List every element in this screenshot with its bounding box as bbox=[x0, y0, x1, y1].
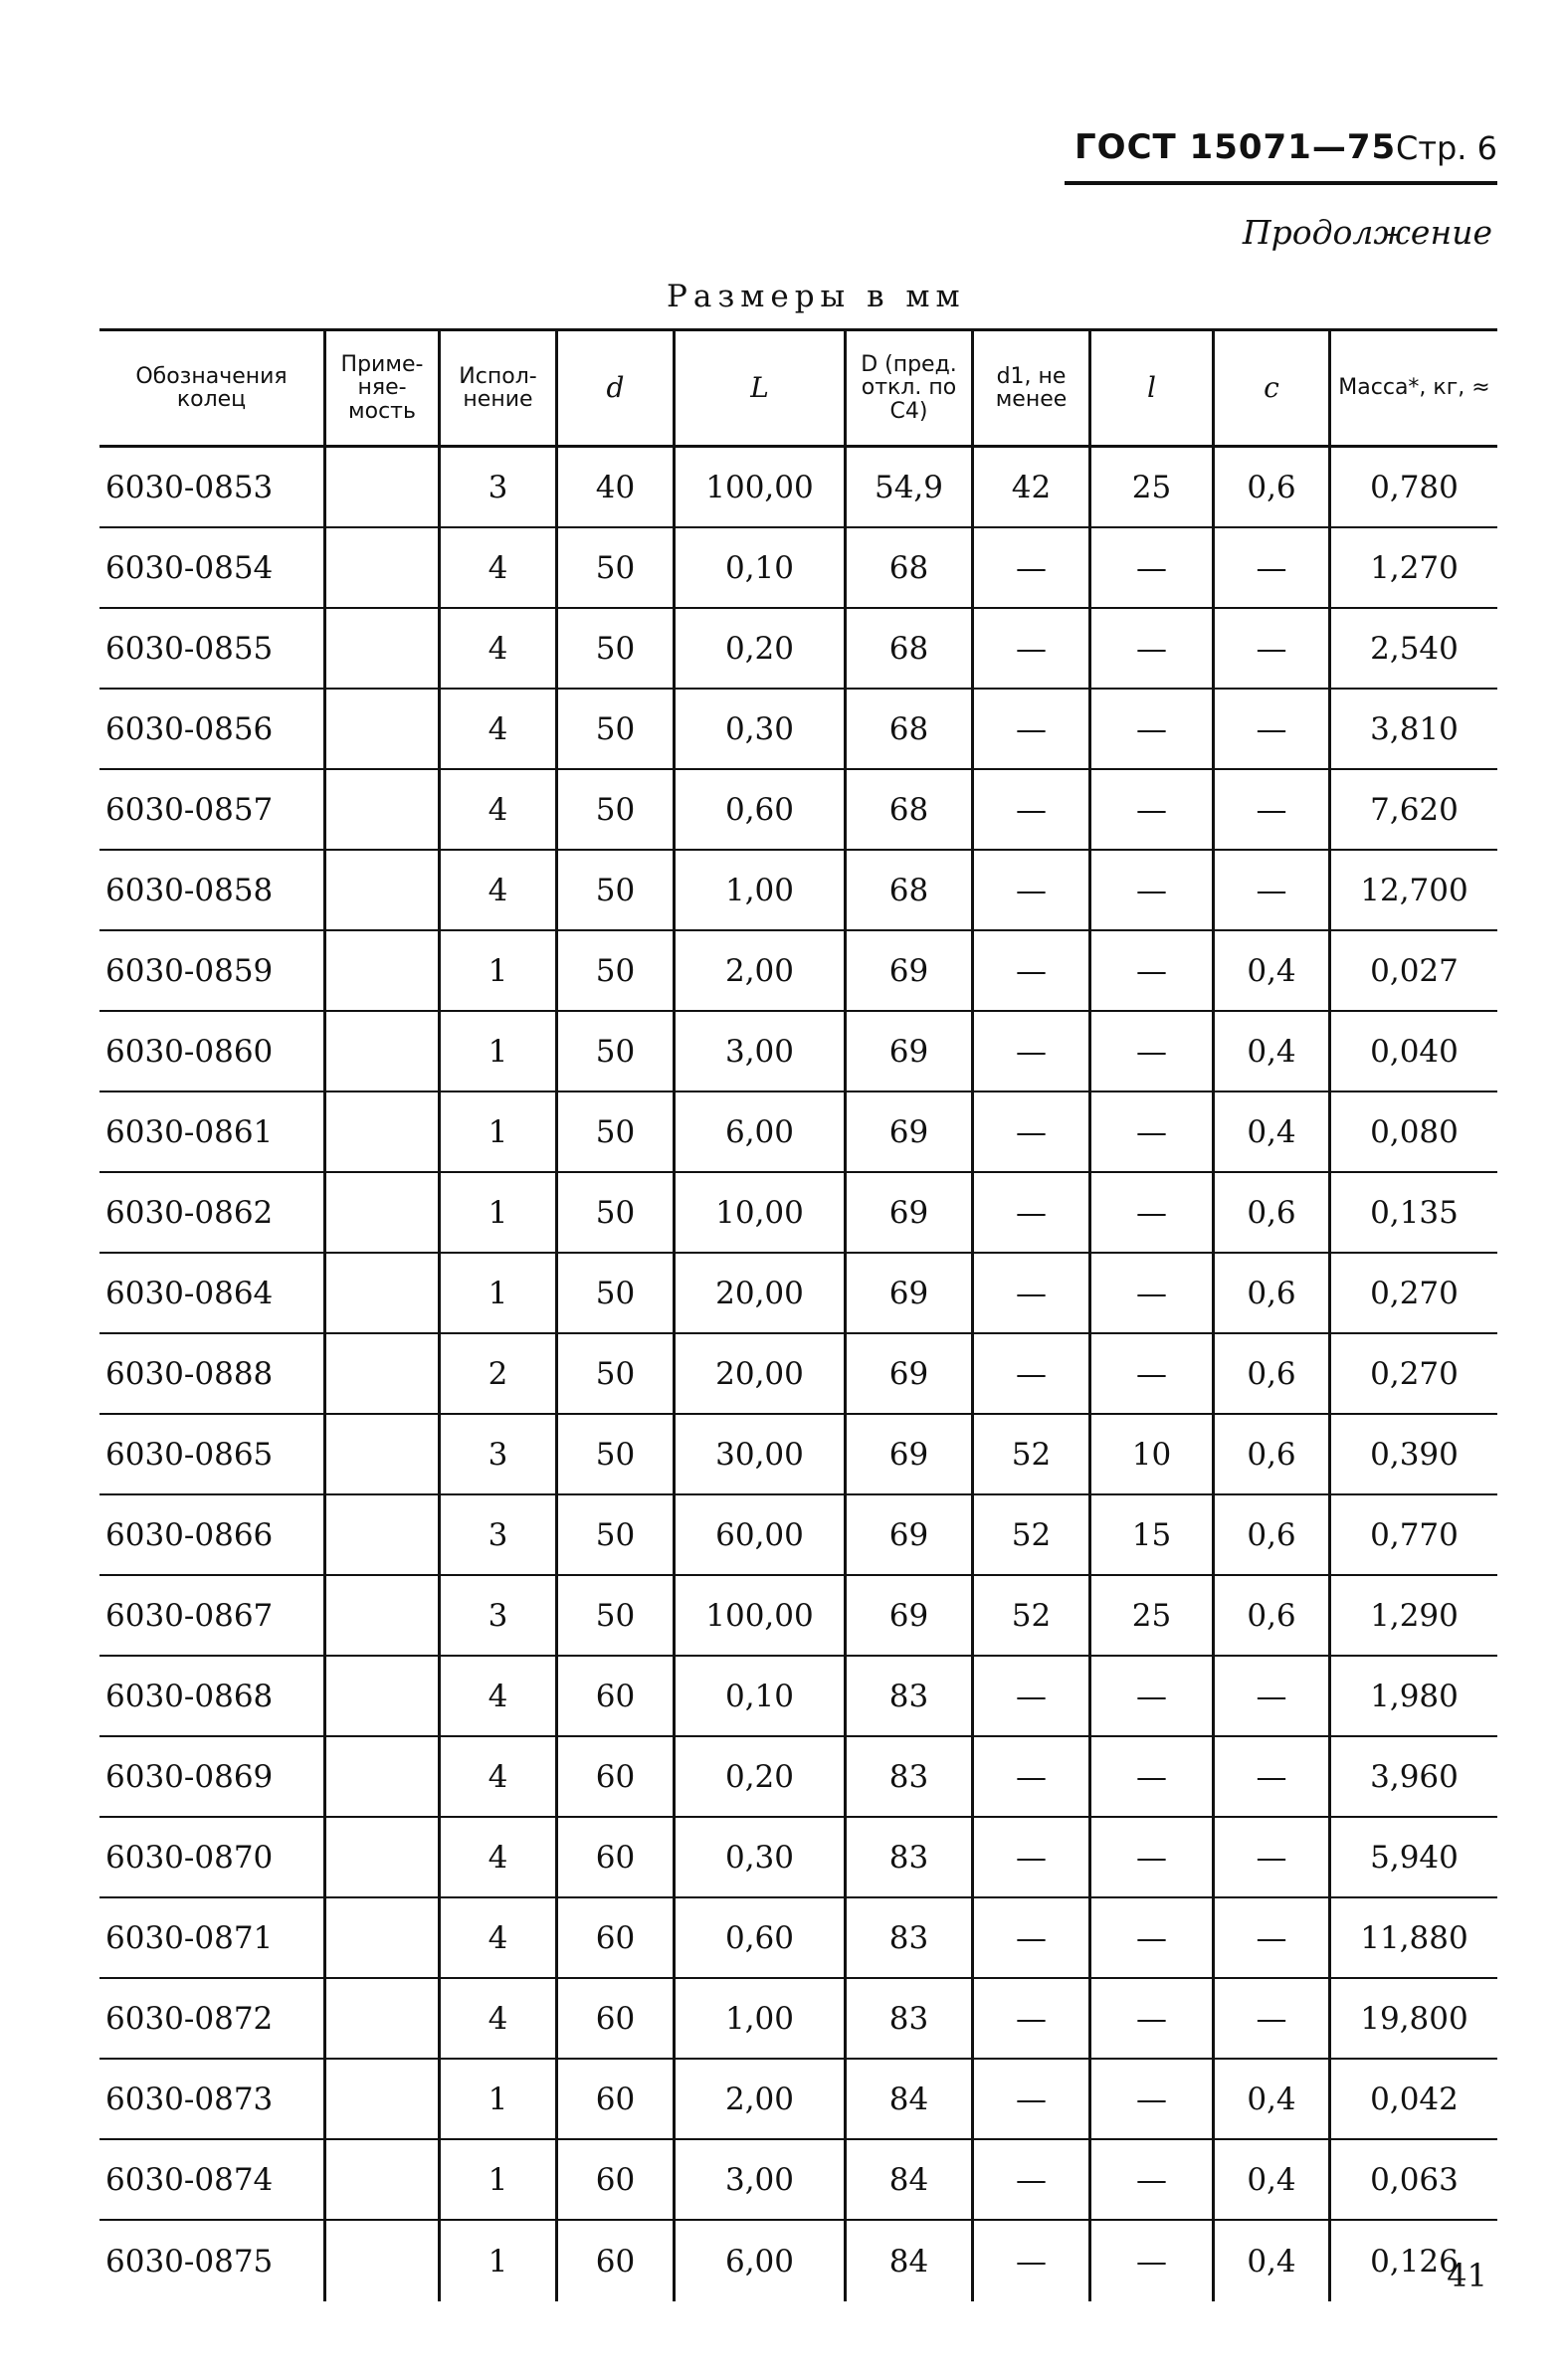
table-row bbox=[99, 528, 1497, 609]
l-length-cell: 3,00 bbox=[673, 1012, 844, 1092]
d1-value-cell: — bbox=[971, 609, 1088, 690]
d-value-cell: 50 bbox=[555, 1092, 673, 1173]
mass-value-cell: 3,810 bbox=[1328, 690, 1497, 770]
c-value-cell: 0,4 bbox=[1212, 2221, 1328, 2301]
l-value-cell: — bbox=[1088, 1173, 1212, 1254]
d-diameter-cell: 68 bbox=[844, 770, 971, 851]
l-length-cell: 1,00 bbox=[673, 1979, 844, 2060]
c-value-cell: 0,6 bbox=[1212, 448, 1328, 528]
applicability-cell bbox=[323, 2060, 438, 2140]
ring-designation-cell: 6030-0858 bbox=[99, 851, 323, 931]
d-value-cell: 50 bbox=[555, 609, 673, 690]
ring-designation-cell: 6030-0870 bbox=[99, 1818, 323, 1898]
d-value-cell: 50 bbox=[555, 1173, 673, 1254]
mass-value-cell: 5,940 bbox=[1328, 1818, 1497, 1898]
table-row bbox=[99, 609, 1497, 690]
ring-designation-cell: 6030-0855 bbox=[99, 609, 323, 690]
version-cell: 4 bbox=[438, 1657, 555, 1737]
applicability-cell bbox=[323, 931, 438, 1012]
c-value-cell: — bbox=[1212, 770, 1328, 851]
l-value-cell: — bbox=[1088, 2060, 1212, 2140]
l-value-cell: — bbox=[1088, 931, 1212, 1012]
ring-designation-cell: 6030-0868 bbox=[99, 1657, 323, 1737]
l-value-cell: — bbox=[1088, 1092, 1212, 1173]
l-value-cell: — bbox=[1088, 851, 1212, 931]
l-length-cell: 0,30 bbox=[673, 1818, 844, 1898]
applicability-cell bbox=[323, 2140, 438, 2221]
applicability-cell bbox=[323, 1415, 438, 1495]
d-value-cell: 50 bbox=[555, 1334, 673, 1415]
l-length-cell: 100,00 bbox=[673, 1576, 844, 1657]
ring-designation-cell: 6030-0874 bbox=[99, 2140, 323, 2221]
l-length-cell: 30,00 bbox=[673, 1415, 844, 1495]
continued-label: Продолжение bbox=[1242, 213, 1492, 252]
table-row bbox=[99, 2060, 1497, 2140]
d-diameter-cell: 83 bbox=[844, 1898, 971, 1979]
l-value-cell: — bbox=[1088, 770, 1212, 851]
version-cell: 1 bbox=[438, 2221, 555, 2301]
l-length-cell: 100,00 bbox=[673, 448, 844, 528]
column-header: L bbox=[673, 331, 844, 445]
l-length-cell: 0,10 bbox=[673, 1657, 844, 1737]
table-header bbox=[99, 331, 1497, 448]
d-diameter-cell: 83 bbox=[844, 1979, 971, 2060]
version-cell: 4 bbox=[438, 851, 555, 931]
l-value-cell: — bbox=[1088, 1254, 1212, 1334]
table-row bbox=[99, 690, 1497, 770]
d-value-cell: 50 bbox=[555, 528, 673, 609]
l-value-cell: — bbox=[1088, 1737, 1212, 1818]
l-value-cell: — bbox=[1088, 1818, 1212, 1898]
applicability-cell bbox=[323, 1254, 438, 1334]
d-value-cell: 50 bbox=[555, 931, 673, 1012]
ring-designation-cell: 6030-0869 bbox=[99, 1737, 323, 1818]
applicability-cell bbox=[323, 1012, 438, 1092]
c-value-cell: — bbox=[1212, 609, 1328, 690]
c-value-cell: 0,6 bbox=[1212, 1254, 1328, 1334]
d-value-cell: 60 bbox=[555, 2060, 673, 2140]
applicability-cell bbox=[323, 609, 438, 690]
applicability-cell bbox=[323, 851, 438, 931]
d1-value-cell: 52 bbox=[971, 1495, 1088, 1576]
l-value-cell: — bbox=[1088, 690, 1212, 770]
l-value-cell: 15 bbox=[1088, 1495, 1212, 1576]
d-diameter-cell: 84 bbox=[844, 2221, 971, 2301]
applicability-cell bbox=[323, 1818, 438, 1898]
d1-value-cell: — bbox=[971, 1657, 1088, 1737]
d1-value-cell: — bbox=[971, 2060, 1088, 2140]
version-cell: 1 bbox=[438, 2060, 555, 2140]
l-value-cell: — bbox=[1088, 1898, 1212, 1979]
mass-value-cell: 0,040 bbox=[1328, 1012, 1497, 1092]
d-diameter-cell: 69 bbox=[844, 1092, 971, 1173]
applicability-cell bbox=[323, 1334, 438, 1415]
l-length-cell: 60,00 bbox=[673, 1495, 844, 1576]
mass-value-cell: 0,770 bbox=[1328, 1495, 1497, 1576]
version-cell: 4 bbox=[438, 528, 555, 609]
ring-designation-cell: 6030-0854 bbox=[99, 528, 323, 609]
column-header: Испол-нение bbox=[438, 331, 555, 445]
applicability-cell bbox=[323, 1737, 438, 1818]
d-diameter-cell: 84 bbox=[844, 2060, 971, 2140]
mass-value-cell: 0,080 bbox=[1328, 1092, 1497, 1173]
ring-designation-cell: 6030-0857 bbox=[99, 770, 323, 851]
mass-value-cell: 0,027 bbox=[1328, 931, 1497, 1012]
applicability-cell bbox=[323, 690, 438, 770]
l-length-cell: 0,10 bbox=[673, 528, 844, 609]
page-header bbox=[1065, 123, 1497, 185]
mass-value-cell: 0,270 bbox=[1328, 1254, 1497, 1334]
applicability-cell bbox=[323, 448, 438, 528]
l-value-cell: 25 bbox=[1088, 1576, 1212, 1657]
c-value-cell: — bbox=[1212, 1737, 1328, 1818]
version-cell: 3 bbox=[438, 1576, 555, 1657]
c-value-cell: 0,4 bbox=[1212, 2140, 1328, 2221]
ring-designation-cell: 6030-0873 bbox=[99, 2060, 323, 2140]
d1-value-cell: — bbox=[971, 1979, 1088, 2060]
mass-value-cell: 3,960 bbox=[1328, 1737, 1497, 1818]
version-cell: 2 bbox=[438, 1334, 555, 1415]
ring-designation-cell: 6030-0888 bbox=[99, 1334, 323, 1415]
d1-value-cell: 42 bbox=[971, 448, 1088, 528]
version-cell: 1 bbox=[438, 1092, 555, 1173]
column-header: Обозначения колец bbox=[135, 363, 288, 412]
d-diameter-cell: 54,9 bbox=[844, 448, 971, 528]
version-cell: 3 bbox=[438, 1415, 555, 1495]
d-diameter-cell: 69 bbox=[844, 1334, 971, 1415]
l-length-cell: 6,00 bbox=[673, 1092, 844, 1173]
table-row bbox=[99, 1818, 1497, 1898]
version-cell: 1 bbox=[438, 931, 555, 1012]
table-row bbox=[99, 1657, 1497, 1737]
c-value-cell: — bbox=[1212, 1818, 1328, 1898]
table-row bbox=[99, 2221, 1497, 2301]
table-row bbox=[99, 1173, 1497, 1254]
l-value-cell: — bbox=[1088, 1657, 1212, 1737]
l-length-cell: 20,00 bbox=[673, 1254, 844, 1334]
version-cell: 1 bbox=[438, 2140, 555, 2221]
units-caption: Размеры в мм bbox=[667, 279, 966, 314]
d-value-cell: 50 bbox=[555, 1415, 673, 1495]
mass-value-cell: 0,063 bbox=[1328, 2140, 1497, 2221]
c-value-cell: — bbox=[1212, 528, 1328, 609]
version-cell: 4 bbox=[438, 1898, 555, 1979]
table-row bbox=[99, 1576, 1497, 1657]
c-value-cell: — bbox=[1212, 1657, 1328, 1737]
ring-designation-cell: 6030-0859 bbox=[99, 931, 323, 1012]
table-row bbox=[99, 1737, 1497, 1818]
l-length-cell: 0,60 bbox=[673, 770, 844, 851]
table-row bbox=[99, 1254, 1497, 1334]
d-value-cell: 60 bbox=[555, 1818, 673, 1898]
d1-value-cell: 52 bbox=[971, 1415, 1088, 1495]
version-cell: 4 bbox=[438, 690, 555, 770]
table-row bbox=[99, 2140, 1497, 2221]
d-value-cell: 60 bbox=[555, 1657, 673, 1737]
column-header: d bbox=[555, 331, 673, 445]
d-value-cell: 50 bbox=[555, 690, 673, 770]
table-row bbox=[99, 448, 1497, 528]
table-row bbox=[99, 1495, 1497, 1576]
d-value-cell: 50 bbox=[555, 770, 673, 851]
l-value-cell: — bbox=[1088, 1012, 1212, 1092]
column-header: c bbox=[1212, 331, 1328, 445]
d1-value-cell: — bbox=[971, 1254, 1088, 1334]
l-length-cell: 0,60 bbox=[673, 1898, 844, 1979]
d1-value-cell: — bbox=[971, 690, 1088, 770]
d1-value-cell: — bbox=[971, 1818, 1088, 1898]
c-value-cell: 0,6 bbox=[1212, 1334, 1328, 1415]
table-row bbox=[99, 931, 1497, 1012]
l-length-cell: 10,00 bbox=[673, 1173, 844, 1254]
ring-designation-cell: 6030-0860 bbox=[99, 1012, 323, 1092]
mass-value-cell: 0,780 bbox=[1328, 448, 1497, 528]
d-value-cell: 60 bbox=[555, 2221, 673, 2301]
d-diameter-cell: 68 bbox=[844, 528, 971, 609]
column-header: Масса*, кг, ≈ bbox=[1328, 331, 1497, 445]
d1-value-cell: — bbox=[971, 2140, 1088, 2221]
version-cell: 4 bbox=[438, 609, 555, 690]
c-value-cell: 0,4 bbox=[1212, 2060, 1328, 2140]
version-cell: 3 bbox=[438, 1495, 555, 1576]
d-diameter-cell: 68 bbox=[844, 609, 971, 690]
ring-designation-cell: 6030-0865 bbox=[99, 1415, 323, 1495]
c-value-cell: — bbox=[1212, 1979, 1328, 2060]
applicability-cell bbox=[323, 1092, 438, 1173]
d-diameter-cell: 69 bbox=[844, 1576, 971, 1657]
d-value-cell: 60 bbox=[555, 1898, 673, 1979]
page-number: 41 bbox=[1447, 2257, 1487, 2294]
d-diameter-cell: 83 bbox=[844, 1737, 971, 1818]
d1-value-cell: 52 bbox=[971, 1576, 1088, 1657]
version-cell: 1 bbox=[438, 1254, 555, 1334]
column-header: Приме-няе-мость bbox=[323, 331, 438, 445]
version-cell: 4 bbox=[438, 1818, 555, 1898]
table-row bbox=[99, 851, 1497, 931]
applicability-cell bbox=[323, 1657, 438, 1737]
c-value-cell: — bbox=[1212, 690, 1328, 770]
version-cell: 3 bbox=[438, 448, 555, 528]
d1-value-cell: — bbox=[971, 528, 1088, 609]
l-value-cell: — bbox=[1088, 1979, 1212, 2060]
l-length-cell: 0,20 bbox=[673, 609, 844, 690]
table-row bbox=[99, 1012, 1497, 1092]
d-diameter-cell: 68 bbox=[844, 690, 971, 770]
d1-value-cell: — bbox=[971, 1173, 1088, 1254]
page-label: Стр. 6 bbox=[1396, 129, 1497, 167]
d-value-cell: 60 bbox=[555, 2140, 673, 2221]
c-value-cell: 0,6 bbox=[1212, 1415, 1328, 1495]
applicability-cell bbox=[323, 2221, 438, 2301]
ring-designation-cell: 6030-0853 bbox=[99, 448, 323, 528]
applicability-cell bbox=[323, 528, 438, 609]
l-length-cell: 3,00 bbox=[673, 2140, 844, 2221]
version-cell: 4 bbox=[438, 1979, 555, 2060]
ring-designation-cell: 6030-0866 bbox=[99, 1495, 323, 1576]
mass-value-cell: 0,126 bbox=[1328, 2221, 1497, 2301]
d-value-cell: 50 bbox=[555, 851, 673, 931]
d-value-cell: 50 bbox=[555, 1576, 673, 1657]
c-value-cell: — bbox=[1212, 1898, 1328, 1979]
column-header: D (пред. откл. по C4) bbox=[844, 331, 971, 445]
mass-value-cell: 11,880 bbox=[1328, 1898, 1497, 1979]
d-value-cell: 50 bbox=[555, 1495, 673, 1576]
d-diameter-cell: 83 bbox=[844, 1657, 971, 1737]
ring-designation-cell: 6030-0872 bbox=[99, 1979, 323, 2060]
mass-value-cell: 19,800 bbox=[1328, 1979, 1497, 2060]
applicability-cell bbox=[323, 1173, 438, 1254]
version-cell: 1 bbox=[438, 1012, 555, 1092]
d-value-cell: 40 bbox=[555, 448, 673, 528]
table-row bbox=[99, 1898, 1497, 1979]
standard-number: ГОСТ 15071—75 bbox=[1074, 127, 1397, 167]
mass-value-cell: 2,540 bbox=[1328, 609, 1497, 690]
l-length-cell: 2,00 bbox=[673, 931, 844, 1012]
d-diameter-cell: 69 bbox=[844, 1012, 971, 1092]
table-row bbox=[99, 1334, 1497, 1415]
column-header: l bbox=[1088, 331, 1212, 445]
d-diameter-cell: 68 bbox=[844, 851, 971, 931]
c-value-cell: 0,4 bbox=[1212, 1012, 1328, 1092]
l-value-cell: — bbox=[1088, 2140, 1212, 2221]
d-diameter-cell: 69 bbox=[844, 1173, 971, 1254]
l-value-cell: — bbox=[1088, 1334, 1212, 1415]
mass-value-cell: 0,135 bbox=[1328, 1173, 1497, 1254]
d-diameter-cell: 84 bbox=[844, 2140, 971, 2221]
d-value-cell: 60 bbox=[555, 1979, 673, 2060]
mass-value-cell: 7,620 bbox=[1328, 770, 1497, 851]
d1-value-cell: — bbox=[971, 1898, 1088, 1979]
d1-value-cell: — bbox=[971, 2221, 1088, 2301]
d1-value-cell: — bbox=[971, 1092, 1088, 1173]
l-length-cell: 1,00 bbox=[673, 851, 844, 931]
d1-value-cell: — bbox=[971, 1012, 1088, 1092]
table-row bbox=[99, 1092, 1497, 1173]
l-length-cell: 20,00 bbox=[673, 1334, 844, 1415]
d1-value-cell: — bbox=[971, 1334, 1088, 1415]
mass-value-cell: 12,700 bbox=[1328, 851, 1497, 931]
applicability-cell bbox=[323, 1495, 438, 1576]
ring-designation-cell: 6030-0867 bbox=[99, 1576, 323, 1657]
table-body bbox=[99, 448, 1497, 2301]
table-row bbox=[99, 1979, 1497, 2060]
ring-designation-cell: 6030-0864 bbox=[99, 1254, 323, 1334]
ring-designation-cell: 6030-0871 bbox=[99, 1898, 323, 1979]
l-length-cell: 0,20 bbox=[673, 1737, 844, 1818]
version-cell: 4 bbox=[438, 1737, 555, 1818]
applicability-cell bbox=[323, 1898, 438, 1979]
d-diameter-cell: 83 bbox=[844, 1818, 971, 1898]
c-value-cell: 0,6 bbox=[1212, 1576, 1328, 1657]
ring-designation-cell: 6030-0875 bbox=[105, 2243, 274, 2280]
d-diameter-cell: 69 bbox=[844, 1254, 971, 1334]
mass-value-cell: 0,390 bbox=[1328, 1415, 1497, 1495]
l-value-cell: 25 bbox=[1088, 448, 1212, 528]
d1-value-cell: — bbox=[971, 1737, 1088, 1818]
table-row bbox=[99, 1415, 1497, 1495]
c-value-cell: 0,4 bbox=[1212, 1092, 1328, 1173]
applicability-cell bbox=[323, 770, 438, 851]
mass-value-cell: 1,980 bbox=[1328, 1657, 1497, 1737]
l-value-cell: — bbox=[1088, 2221, 1212, 2301]
l-length-cell: 0,30 bbox=[673, 690, 844, 770]
ring-designation-cell: 6030-0856 bbox=[99, 690, 323, 770]
d-value-cell: 50 bbox=[555, 1254, 673, 1334]
applicability-cell bbox=[323, 1979, 438, 2060]
c-value-cell: 0,4 bbox=[1212, 931, 1328, 1012]
d-value-cell: 50 bbox=[555, 1012, 673, 1092]
dimensions-table bbox=[99, 328, 1497, 2301]
d-value-cell: 60 bbox=[555, 1737, 673, 1818]
l-length-cell: 2,00 bbox=[673, 2060, 844, 2140]
d1-value-cell: — bbox=[971, 851, 1088, 931]
d1-value-cell: — bbox=[971, 770, 1088, 851]
column-header: d1, не менее bbox=[971, 331, 1088, 445]
d-diameter-cell: 69 bbox=[844, 1495, 971, 1576]
l-value-cell: 10 bbox=[1088, 1415, 1212, 1495]
l-length-cell: 6,00 bbox=[673, 2221, 844, 2301]
c-value-cell: 0,6 bbox=[1212, 1495, 1328, 1576]
c-value-cell: 0,6 bbox=[1212, 1173, 1328, 1254]
d-diameter-cell: 69 bbox=[844, 1415, 971, 1495]
mass-value-cell: 0,042 bbox=[1328, 2060, 1497, 2140]
ring-designation-cell: 6030-0861 bbox=[99, 1092, 323, 1173]
l-value-cell: — bbox=[1088, 609, 1212, 690]
mass-value-cell: 1,270 bbox=[1328, 528, 1497, 609]
d-diameter-cell: 69 bbox=[844, 931, 971, 1012]
version-cell: 4 bbox=[438, 770, 555, 851]
ring-designation-cell: 6030-0862 bbox=[99, 1173, 323, 1254]
mass-value-cell: 0,270 bbox=[1328, 1334, 1497, 1415]
table-row bbox=[99, 770, 1497, 851]
mass-value-cell: 1,290 bbox=[1328, 1576, 1497, 1657]
d1-value-cell: — bbox=[971, 931, 1088, 1012]
version-cell: 1 bbox=[438, 1173, 555, 1254]
l-value-cell: — bbox=[1088, 528, 1212, 609]
c-value-cell: — bbox=[1212, 851, 1328, 931]
applicability-cell bbox=[323, 1576, 438, 1657]
